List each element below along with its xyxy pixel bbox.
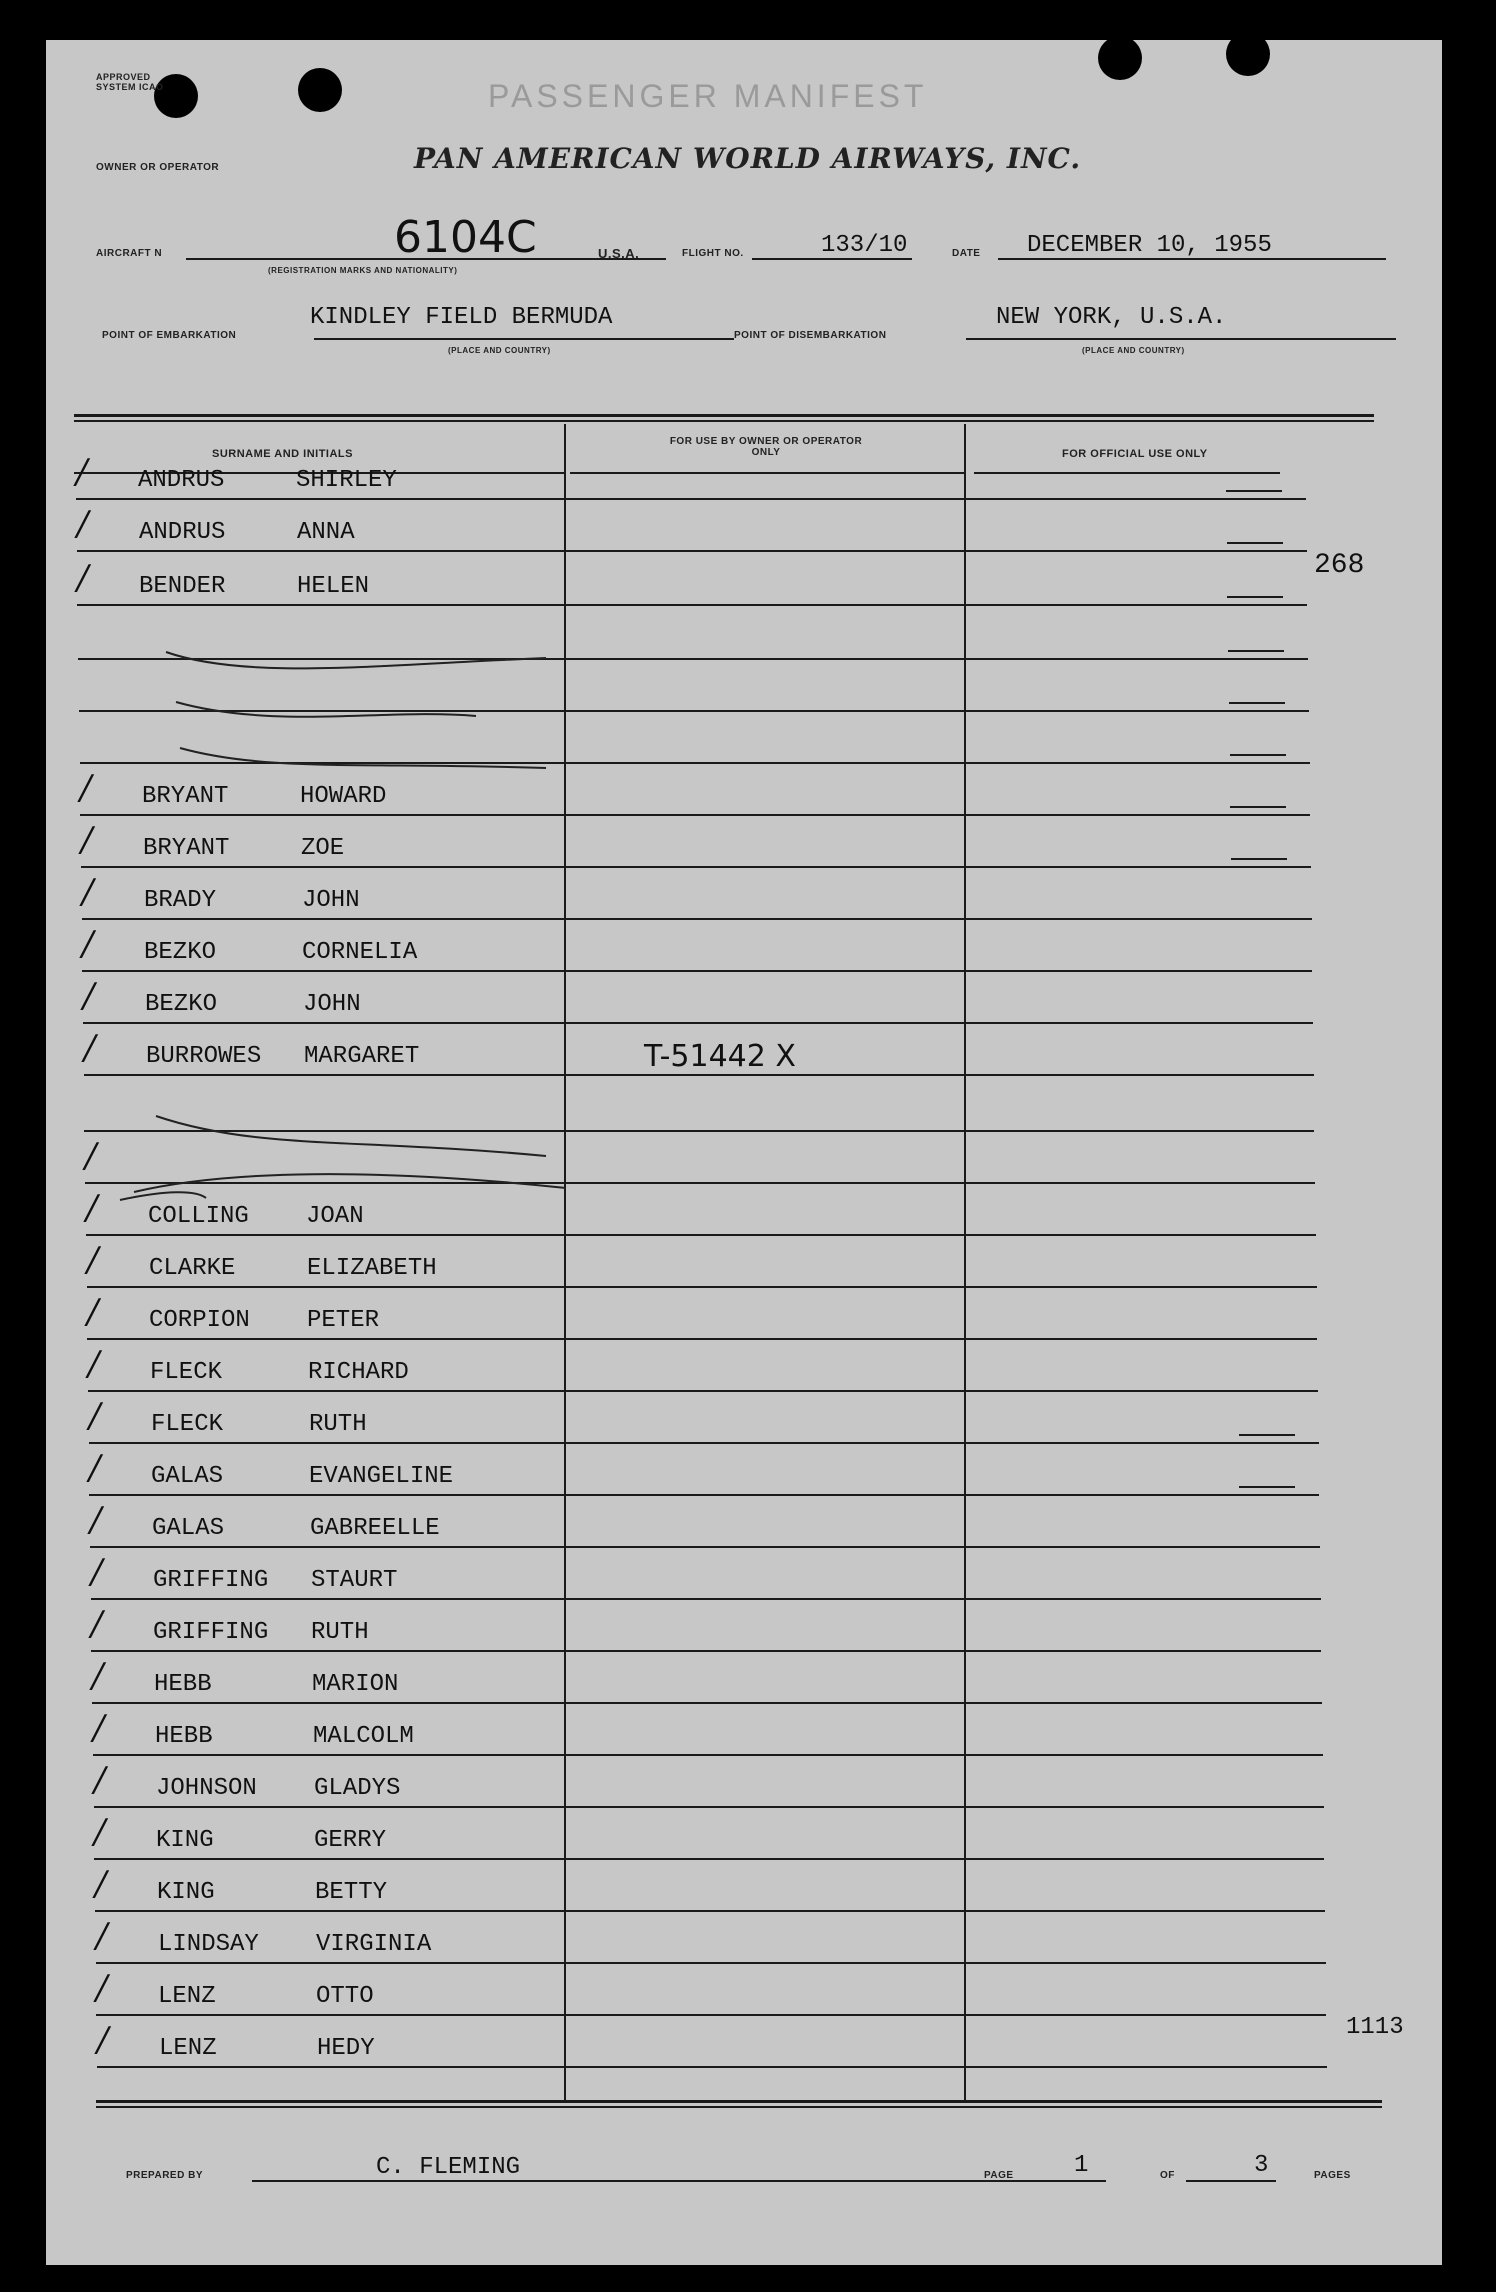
passenger-row (88, 1342, 1308, 1392)
passenger-given-name: OTTO (316, 1983, 374, 2010)
official-dash (1227, 542, 1283, 544)
check-mark-icon: / (77, 504, 89, 544)
check-mark-icon: / (76, 452, 88, 492)
check-mark-icon: / (96, 1916, 108, 1956)
owner-label: OWNER OR OPERATOR (96, 162, 220, 173)
passenger-given-name: SHIRLEY (296, 467, 397, 494)
prepared-value: C. FLEMING (376, 2154, 521, 2181)
row-rule (96, 2014, 1326, 2016)
check-mark-icon: / (95, 1864, 107, 1904)
pages-label: PAGES (1314, 2170, 1351, 2181)
of-value: 3 (1254, 2152, 1269, 2179)
passenger-surname: JOHNSON (156, 1775, 257, 1802)
passenger-row (96, 1966, 1316, 2016)
passenger-surname: HEBB (154, 1671, 212, 1698)
passenger-surname: BEZKO (144, 939, 217, 966)
row-rule (80, 814, 1310, 816)
check-mark-icon: / (91, 1552, 103, 1592)
passenger-given-name: MARGARET (304, 1043, 420, 1070)
official-dash (1227, 596, 1283, 598)
passenger-surname: BRADY (144, 887, 217, 914)
passenger-given-name: STAURT (311, 1567, 398, 1594)
disembark-label: POINT OF DISEMBARKATION (734, 330, 887, 341)
row-rule (95, 1910, 1325, 1912)
col-operator-header: FOR USE BY OWNER OR OPERATOR ONLY (669, 436, 863, 458)
check-mark-icon: / (92, 1656, 104, 1696)
passenger-row (81, 818, 1301, 868)
check-mark-icon: / (86, 1188, 98, 1228)
passenger-row (78, 610, 1298, 660)
place-caption-disembark: (PLACE AND COUNTRY) (1082, 346, 1185, 355)
passenger-given-name: HELEN (297, 573, 370, 600)
passenger-given-name: HOWARD (300, 783, 387, 810)
row-rule (93, 1754, 1323, 1756)
passenger-row (77, 556, 1297, 606)
passenger-given-name: GERRY (314, 1827, 387, 1854)
passenger-surname: COLLING (148, 1203, 249, 1230)
passenger-row (97, 2018, 1317, 2068)
passenger-row (94, 1810, 1314, 1860)
passenger-row (91, 1602, 1311, 1652)
passenger-row (80, 766, 1300, 816)
passenger-row (91, 1550, 1311, 1600)
passenger-surname: GRIFFING (153, 1619, 269, 1646)
aircraft-value: 6104C (394, 212, 537, 263)
row-rule (82, 918, 1312, 920)
row-rule (76, 498, 1306, 500)
flight-label: FLIGHT NO. (682, 248, 744, 259)
passenger-row (87, 1290, 1307, 1340)
registration-caption: (REGISTRATION MARKS AND NATIONALITY) (268, 266, 458, 275)
passenger-row (89, 1394, 1309, 1444)
passenger-given-name: RUTH (309, 1411, 367, 1438)
official-dash (1231, 858, 1287, 860)
official-dash (1230, 754, 1286, 756)
check-mark-icon: / (89, 1448, 101, 1488)
flight-value: 133/10 (821, 232, 908, 259)
margin-note-bottom: 1113 (1346, 2014, 1404, 2041)
passenger-row (96, 1914, 1316, 1964)
passenger-row (80, 714, 1300, 764)
passenger-given-name: GABREELLE (310, 1515, 440, 1542)
passenger-given-name: HEDY (317, 2035, 375, 2062)
check-mark-icon: / (87, 1292, 99, 1332)
col-official-header: FOR OFFICIAL USE ONLY (1062, 448, 1208, 460)
operator-note: T-51442 X (644, 1039, 796, 1074)
passenger-surname: BEZKO (145, 991, 218, 1018)
check-mark-icon: / (87, 1240, 99, 1280)
passenger-given-name: VIRGINIA (316, 1931, 432, 1958)
passenger-given-name: EVANGELINE (309, 1463, 454, 1490)
passenger-surname: BRYANT (143, 835, 230, 862)
prepared-label: PREPARED BY (126, 2170, 203, 2181)
check-mark-icon: / (85, 1136, 97, 1176)
passenger-surname: CLARKE (149, 1255, 236, 1282)
passenger-row (83, 974, 1303, 1024)
passenger-surname: ANDRUS (139, 519, 226, 546)
aircraft-label: AIRCRAFT N (96, 248, 163, 259)
passenger-surname: LINDSAY (158, 1931, 259, 1958)
page-value: 1 (1074, 2152, 1089, 2179)
margin-note-top: 268 (1314, 550, 1365, 581)
passenger-surname: LENZ (159, 2035, 217, 2062)
official-dash (1239, 1486, 1295, 1488)
passenger-row (90, 1498, 1310, 1548)
passenger-given-name: ELIZABETH (307, 1255, 437, 1282)
passenger-row (76, 450, 1296, 500)
official-dash (1228, 650, 1284, 652)
owner-value: PAN AMERICAN WORLD AIRWAYS, INC. (414, 142, 1082, 175)
passenger-surname: GRIFFING (153, 1567, 269, 1594)
approved-stamp: APPROVED SYSTEM ICAO (96, 72, 164, 92)
punch-hole (1098, 40, 1142, 80)
page-label: PAGE (984, 2170, 1014, 2181)
row-rule (91, 1650, 1321, 1652)
passenger-surname: BENDER (139, 573, 226, 600)
row-rule (84, 1074, 1314, 1076)
check-mark-icon: / (97, 2020, 109, 2060)
check-mark-icon: / (88, 1344, 100, 1384)
row-rule (87, 1338, 1317, 1340)
row-rule (77, 604, 1307, 606)
check-mark-icon: / (82, 924, 94, 964)
row-rule (94, 1858, 1324, 1860)
row-rule (85, 1182, 1315, 1184)
passenger-surname: KING (157, 1879, 215, 1906)
check-mark-icon: / (81, 820, 93, 860)
passenger-surname: BURROWES (146, 1043, 262, 1070)
passenger-given-name: RUTH (311, 1619, 369, 1646)
official-dash (1229, 702, 1285, 704)
passenger-given-name: JOHN (303, 991, 361, 1018)
check-mark-icon: / (91, 1604, 103, 1644)
passenger-given-name: CORNELIA (302, 939, 418, 966)
row-rule (97, 2066, 1327, 2068)
passenger-surname: LENZ (158, 1983, 216, 2010)
passenger-row (89, 1446, 1309, 1496)
official-dash (1230, 806, 1286, 808)
passenger-row (82, 922, 1302, 972)
passenger-row (87, 1238, 1307, 1288)
passenger-surname: CORPION (149, 1307, 250, 1334)
embark-label: POINT OF EMBARKATION (102, 330, 237, 341)
row-rule (82, 970, 1312, 972)
row-rule (89, 1494, 1319, 1496)
passenger-surname: ANDRUS (138, 467, 225, 494)
row-rule (88, 1390, 1318, 1392)
date-label: DATE (952, 248, 981, 259)
passenger-given-name: MARION (312, 1671, 399, 1698)
passenger-given-name: ZOE (301, 835, 345, 862)
passenger-surname: FLECK (151, 1411, 224, 1438)
passenger-row (93, 1706, 1313, 1756)
passenger-given-name: JOHN (302, 887, 360, 914)
passenger-surname: GALAS (152, 1515, 225, 1542)
punch-hole (298, 68, 342, 112)
passenger-row (95, 1862, 1315, 1912)
check-mark-icon: / (84, 1028, 96, 1068)
disembark-value: NEW YORK, U.S.A. (996, 304, 1227, 331)
check-mark-icon: / (80, 768, 92, 808)
manifest-sheet (46, 40, 1442, 2265)
row-rule (91, 1598, 1321, 1600)
row-rule (78, 658, 1308, 660)
place-caption-embark: (PLACE AND COUNTRY) (448, 346, 551, 355)
row-rule (94, 1806, 1324, 1808)
passenger-row (86, 1186, 1306, 1236)
official-dash (1239, 1434, 1295, 1436)
passenger-row (79, 662, 1299, 712)
passenger-surname: HEBB (155, 1723, 213, 1750)
row-rule (86, 1234, 1316, 1236)
passenger-given-name: BETTY (315, 1879, 388, 1906)
row-rule (79, 710, 1309, 712)
punch-hole (1226, 40, 1270, 76)
passenger-row (94, 1758, 1314, 1808)
check-mark-icon: / (83, 976, 95, 1016)
col-surname-header: SURNAME AND INITIALS (212, 448, 353, 460)
passenger-surname: GALAS (151, 1463, 224, 1490)
row-rule (81, 866, 1311, 868)
passenger-row (77, 502, 1297, 552)
row-rule (80, 762, 1310, 764)
check-mark-icon: / (96, 1968, 108, 2008)
passenger-given-name: RICHARD (308, 1359, 409, 1386)
row-rule (89, 1442, 1319, 1444)
row-rule (87, 1286, 1317, 1288)
passenger-row (85, 1134, 1305, 1184)
date-value: DECEMBER 10, 1955 (1027, 232, 1272, 259)
check-mark-icon: / (82, 872, 94, 912)
check-mark-icon: / (89, 1396, 101, 1436)
passenger-row (84, 1026, 1304, 1076)
passenger-given-name: ANNA (297, 519, 355, 546)
passenger-given-name: MALCOLM (313, 1723, 414, 1750)
passenger-row (92, 1654, 1312, 1704)
passenger-row (84, 1082, 1304, 1132)
passenger-surname: BRYANT (142, 783, 229, 810)
row-rule (96, 1962, 1326, 1964)
passenger-given-name: PETER (307, 1307, 380, 1334)
passenger-given-name: JOAN (306, 1203, 364, 1230)
check-mark-icon: / (93, 1708, 105, 1748)
of-label: OF (1160, 2170, 1175, 2181)
check-mark-icon: / (90, 1500, 102, 1540)
row-rule (90, 1546, 1320, 1548)
check-mark-icon: / (94, 1812, 106, 1852)
check-mark-icon: / (94, 1760, 106, 1800)
passenger-given-name: GLADYS (314, 1775, 401, 1802)
passenger-surname: KING (156, 1827, 214, 1854)
form-title: PASSENGER MANIFEST (488, 78, 928, 114)
check-mark-icon: / (77, 558, 89, 598)
passenger-surname: FLECK (150, 1359, 223, 1386)
embark-value: KINDLEY FIELD BERMUDA (310, 304, 613, 331)
row-rule (92, 1702, 1322, 1704)
row-rule (77, 550, 1307, 552)
row-rule (83, 1022, 1313, 1024)
usa-label: U.S.A. (598, 246, 640, 261)
official-dash (1226, 490, 1282, 492)
passenger-row (82, 870, 1302, 920)
row-rule (84, 1130, 1314, 1132)
